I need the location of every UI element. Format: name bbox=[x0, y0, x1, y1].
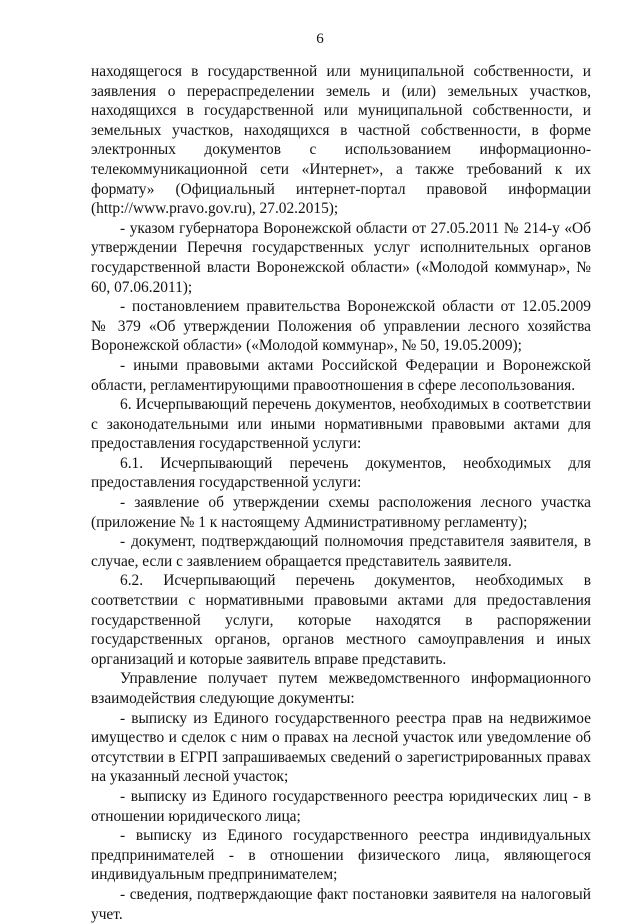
paragraph-3: - постановлением правительства Воронежской области от 12.05.2009 № 379 «Об утверждении Положения об управлении лесного хозяйства Воронежской области» («Молодой коммунар», № 50, 19.05.2009); bbox=[91, 298, 591, 355]
document-body bbox=[91, 62, 591, 924]
paragraph-8: - документ, подтверждающий полномочия представителя заявителя, в случае, если с заявлением обращается представитель заявителя. bbox=[91, 533, 591, 570]
paragraph-13: - выписку из Единого государственного реестра индивидуальных предпринимателей - в отношении физического лица, являющегося индивидуальным предпринимателем; bbox=[91, 827, 591, 884]
page-number: 6 bbox=[316, 31, 324, 47]
paragraph-4: - иными правовыми актами Российской Федерации и Воронежской области, регламентирующими правоотношения в сфере лесопользования. bbox=[91, 356, 591, 394]
paragraph-1: находящегося в государственной или муниципальной собственности, и заявления о перераспределении земель и (или) земельных участков, находящихся в государственной или муниципальной собственности, и земельных участков, находящихся в частной собственности, в форме электронных документов с использованием информационно-телекоммуникационной сети «Интернет», а также требований к их формату» (Официальный интернет-портал правовой информации (http://www.pravo.gov.ru), 27.02.2015); bbox=[91, 63, 591, 218]
paragraph-2: - указом губернатора Воронежской области от 27.05.2011 № 214-у «Об утверждении Перечня государственных услуг исполнительных органов государственной власти Воронежской области» («Молодой коммунар», № 60, 07.06.2011); bbox=[91, 219, 591, 296]
paragraph-14: - сведения, подтверждающие факт постановки заявителя на налоговый учет. bbox=[91, 885, 591, 923]
paragraph-11: - выписку из Единого государственного реестра прав на недвижимое имущество и сделок с ним о правах на лесной участок или уведомление об отсутствии в ЕГРП запрашиваемых сведений о зарегистрированных правах на указанный лесной участок; bbox=[91, 709, 591, 786]
paragraph-5: 6. Исчерпывающий перечень документов, необходимых в соответствии с законодательными или иными нормативными правовыми актами для предоставления государственной услуги: bbox=[91, 396, 591, 453]
paragraph-7: - заявление об утверждении схемы расположения лесного участка (приложение № 1 к настоящему Административному регламенту); bbox=[91, 494, 591, 531]
paragraph-9: 6.2. Исчерпывающий перечень документов, необходимых в соответствии с нормативными правовыми актами для предоставления государственной услуги, которые находятся в распоряжении государственных органов, органов местного самоуправления и иных организаций и которые заявитель вправе представить. bbox=[91, 572, 591, 668]
paragraph-10: Управление получает путем межведомственного информационного взаимодействия следующие документы: bbox=[91, 670, 591, 707]
paragraph-6: 6.1. Исчерпывающий перечень документов, необходимых для предоставления государственной услуги: bbox=[91, 454, 591, 492]
paragraph-12: - выписку из Единого государственного реестра юридических лиц - в отношении юридического лица; bbox=[91, 787, 591, 825]
